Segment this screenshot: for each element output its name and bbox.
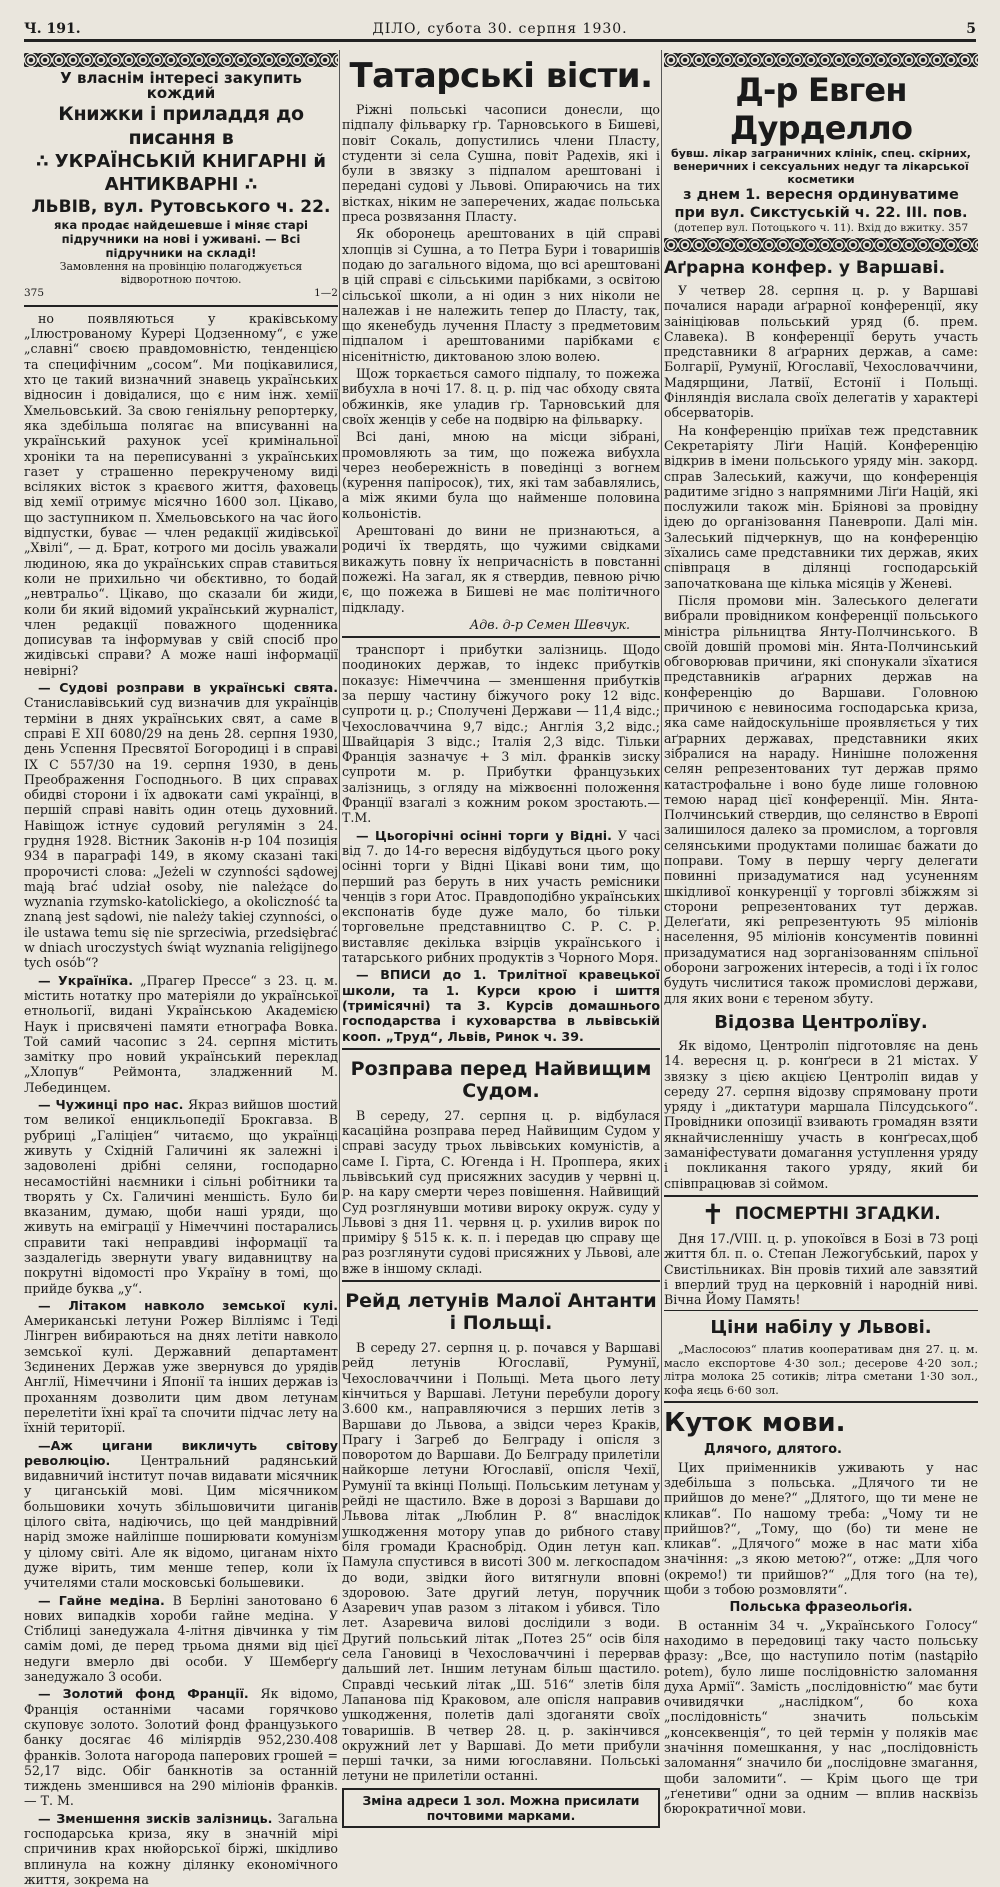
article-paragraph xyxy=(24,1811,338,1887)
doctor-date: з днем 1. вересня ординуватиме xyxy=(683,187,959,203)
article-paragraph: В останнім 34 ч. „Українського Голосу“ находимо в передовиці таку часто польську фразу: „Все, що наступило потім (nastąpiło potem), було лише послідовністю заломання духа Армії“. Замість „послідовністю“ має бути очивидячки „наслідком“, бо коха „послідовність“ значить польськім „консеквенція“, то цей термін у поляків має значіння помешкання, у нас „послідовність заломання“ значило би „послідовне змагання, щоби заломити“. — Крім цього ще три „ґенетиви“ одни за одним — вплив насквізь бюрократичної мови. xyxy=(664,1617,978,1817)
bookstore-ad xyxy=(24,71,338,301)
ad-number-left: 375 xyxy=(24,286,45,299)
ornament-border xyxy=(664,238,978,252)
ad-numbers xyxy=(24,286,338,301)
headline-tatar: Татарські вісти. xyxy=(349,56,653,96)
item-lead: — Цьогорічні осінні торги у Відні. xyxy=(356,827,612,843)
prices-text: „Маслосоюз“ платив кооперативам дня 27. ц. м. масло експортове 4·30 зол.; десерове 4·20 зол.; літра молока 25 сотиків; літра сметани 1·30 зол., кофа яєць 6·60 зол. xyxy=(664,1343,978,1397)
item-text: Станиславівський суд визначив для українців терміни в днях українських свят, а саме в справі Е XII 6080/29 на день 28. серпня 1930, день Успення Пресвятої Богородиці і в справі ІХ С 557/30 на 19. серпня 1930, в день Преображення Господнього. В цих справах обидві сторони і їх адвокати самі українці, в першій справі навіть один отець духовний. Навіщож істнує судовий регулямін з 24. грудня 1928. Вістник Законів н-р 104 позиція 934 в параграфі 149, в якому сказані такі пророчисті слова: „Jeżeli w czynności sądowej mają brać udział osoby, nie należące do wyznania rzymsko-katolickiego, a okoliczność ta znaną jest sądowi, nie należy takiej czynności, o ile ustawa temu się nie sprzeciwia, przedsiębrać w dniach uroczystych świąt wyznania religijnego tych osób“? xyxy=(24,695,338,971)
item-lead: — Чужинці про нас. xyxy=(38,1097,184,1113)
headline-supreme-court: Розправа перед Найвищим Судом. xyxy=(350,1057,652,1102)
item-lead: — Золотий фонд Франції. xyxy=(38,1686,249,1702)
item-text: У часі від 7. до 14-го вересня відбудуться цього року осінні торги у Відні Цікаві вони тим, що перший раз беруть в них участь ремісники ченців з гори Атос. Правдоподібно українських експонатів буде дуже мало, бо тільки торговельне представництво С. Р. С. Р. виставляє декілька взірців українського і татарського рибних продуктів з Чорного Моря. xyxy=(342,827,660,966)
divider xyxy=(664,1195,978,1197)
doctor-ad xyxy=(664,71,978,235)
item-lead: — Гайне медіна. xyxy=(38,1592,165,1608)
headline-language-corner: Куток мови. xyxy=(664,1408,846,1439)
ad-note: Замовлення на провінцію полагоджується відворотною почтою. xyxy=(59,259,303,286)
item-text: В Берліні занотовано 6 нових випадків хороби гайне медіна. У Стіблиці занедужала 4-літня дівчинка у тім самім домі, де перед трьома днями від цієї недуги вмерло дві особи. У Шемберґу занедужало 3 особи. xyxy=(24,1592,338,1685)
obituary-title: ПОСМЕРТНІ ЗГАДКИ. xyxy=(734,1204,941,1225)
item-lead-full: — ВПИСИ до 1. Трилітної кравецької школи, та 1. Курси крою і шиття (тримісячні) та 3. Курсів домашнього господарства і куховарства в львівській кооп. „Труд“, Львів, Ринок ч. 39. xyxy=(342,967,660,1044)
subheading: Польська фразеольоґія. xyxy=(729,1600,913,1616)
article-paragraph xyxy=(24,680,338,971)
cross-icon: ✝ xyxy=(701,1197,725,1231)
article-paragraph: Цих приіменників уживають у нас здебільша з польська. „Длячого ти не прийшов до мене?“ „Длятого, що ти мене не кликав“. По нашому треба: „Чому ти не прийшов?“, „Тому, що (бо) ти мене не кликав“. „Длячого“ може в нас мати хіба значіння: „з якою метою?“, отже: „Для чого (окремо!) ти прийшов?“ „Для того (на те), щоби з тобою розмовляти“. xyxy=(664,1459,978,1598)
item-text: Американські летуни Рожер Вілліямс і Теді Лінгрен вибираються на днях летіти навколо земської кулі. Державний департамент Зєдинених Держав уже звернувся до урядів Англії, Німеччини і Японії та інших держав із проханням дозволити цим двом летунам перелетіти їхні краї та спочити підчас лету на їхній території. xyxy=(24,1313,338,1436)
article-paragraph: На конференцію приїхав теж представник Секретаріяту Ліґи Націй. Конференцію відкрив в імени польського уряду мін. закорд. справ Залеський, кажучи, що конференція радитиме згідно з напрямними Ліґи Націй, які послужили також мін. Бріянові за провідну ідею до організовання Паневропи. Далі мін. Залеський підчеркнув, що на конференцію зїхались саме представники тих держав, яких співпраця в ділянці господарській започаткована ще кілька місяців у Женеві. xyxy=(664,422,978,591)
article-paragraph xyxy=(24,1438,338,1591)
doctor-address: при вул. Сикстуській ч. 22. III. пов. xyxy=(674,205,968,221)
article-paragraph: транспорт і прибутки залізниць. Щодо поодиноких держав, то індекс прибутків показує: Німеччина — зменшення прибутків за першу частину біжучого року 12 відс. супроти ц. р.; Сполучені Держави — 11,4 відс.; Чехословаччина 9,7 відс.; Англія 3,2 відс.; Швайцарія 3 відс.; Італія 2,3 відс. Тільки Франція зазначує + 3 міл. франків зиску супроти м. р. Прибутки французьких залізниць, з огляду на міжвоєнні положення Франції взагалі з кожним роком зростають.—Т.М. xyxy=(342,642,660,826)
ad-headline: Книжки і приладдя до писання в xyxy=(58,102,304,149)
article-paragraph xyxy=(24,1298,338,1436)
article-paragraph: В середу, 27. серпня ц. р. відбулася касаційна розправа перед Найвищим Судом у справі засуду трьох львівських комуністів, а саме І. Гірта, С. Югенда і Н. Проппера, яких львівський суд присяжних засудив у червні ц. р. на кару смерти через повішення. Найвищий Суд розглянувши мотиви вироку окруж. суду у Львові з дня 11. червня ц. р. ухилив вирок по приміру § 515 к. к. п. і передав цю справу ще раз розглянути судові присяжних у Львові, але вже в іншому складі. xyxy=(342,1107,660,1276)
article-paragraph: Як оборонець арештованих в цій справі хлопців зі Сушна, а то Петра Бури і товаришів подаю до загального відома, що всі арештовані в цій справі є сільськими парібками, з освітою сільської школи, а ні один з них ніколи не належав і не належить тепер до Пласту, так, що якенебудь лучення Пласту з предметовим підпалом і арештованими парібками є нісенітністю, диктованою злою волею. xyxy=(342,226,660,364)
ad-number-right: 1—2 xyxy=(314,286,338,299)
article-paragraph: Щож торкається самого підпалу, то пожежа вибухла в ночі 17. 8. ц. р. під час обходу свята обжинків, яке уладив ґр. Тарновський для своїх женців у себе на подвірю на фільварку. xyxy=(342,366,660,427)
doctor-name: Д-р Евген Дурделло xyxy=(729,71,913,147)
article-paragraph: В середу 27. серпня ц. р. почався у Варшаві рейд летунів Югославії, Румунії, Чехословаччини і Польщі. Мета цього лету кінчиться у Варшаві. Летуни перебули дорогу 3.600 км., направляючися з перших летів з Варшави до Львова, а звідси через Краків, Прагу і Загреб до Белграду і опісля з поворотом до Варшави. До Белграду прилетіли найкорше летуни Югославії, опісля Чехії, Румунії та вкінці Польщі. Польським летунам у рейді не щастило. Вже в дорозі з Варшави до Львова літак „Люблин Р. 8“ внаслідок ушкодження мотору упав до рибного ставу біля громади Краснобрід. Один летун кап. Памула спустився в висоті 300 м. легкоспадом до води, звідки його витягнули вповні здоровою. Зате другий летун, поручник Азаревич упав разом з літаком і убився. Тіло лет. Азаревича вилові дослідили з води. Другий польський літак „Потез 25“ осів біля села Гановиці в Чехословаччині і перервав дальший лет. Іншим летунам більш щастило. Справді чеський літак „Ш. 516“ злетів біля Лапанова під Краковом, але опісля направив ушкодження, полетів далі здоганяти своїх товаришів. В четвер 28. ц. р. закінчився окружний лет у Варшаві. До мети прибули перші тачки, за ними югославяни. Польські летуни не прилетіли останні. xyxy=(342,1340,660,1784)
subheading: Длячого, длятого. xyxy=(704,1442,842,1458)
divider xyxy=(342,1048,660,1050)
newspaper-title-date: ДІЛО, субота 30. серпня 1930. xyxy=(372,20,628,37)
divider xyxy=(24,305,338,307)
item-lead: — Судові розправи в українські свята. xyxy=(38,680,338,696)
column-divider xyxy=(339,50,340,1540)
article-paragraph: но появляються у краківському „Ілюстрованому Курері Цодзенному“, є уже „славні“ своєю правдомовністю, тенденцією та специфічним „сосом“. Ми поцікавилися, хто це такий визначний знавець українських відносин і довідалися, що є ним інж. хемії Хмельовський. За свою геніяльну репортерку, яка здебільша полягає на вписуванні на український рахунок усеї кримінальної хроніки та на переписуванні з українських газет у страшенно перекрученому виді всіляких вісток з краєвого життя, фаховець від хемії отримує місячно 1600 зол. Цікаво, що заступником п. Хмельовського на час його відпустки, буває — член редакції жидівської „Хвілі“, — д. Брат, котрого ми досіль уважали людиною, яка до українських справ ставиться коли не прихильно чи обєктивно, то бодай „невтральо“. Цікаво, що сказали би жиди, коли би який відомий український журналіст, член редакції поважного щоденника дописував та інформував у свій спосіб про жидівські справи? А може наші інформації невірні? xyxy=(24,310,338,678)
obituary-text: Дня 17./VIII. ц. р. упокоївся в Бозі в 73 році життя бл. п. о. Степан Лежогубський, парох у Свистільниках. Він провів тихий але завзятий і вперлий труд на церковній і народній ниві. Вічна Йому Память! xyxy=(664,1230,978,1308)
ad-text: яка продає найдешевше і міняє старі підручники на нові і уживані. — Всі підручники на складі! xyxy=(54,217,308,260)
article-paragraph: Арештовані до вини не признаються, а родичі їх твердять, що чужими свідками викажуть повну їх непричасність в повстанні пожежі. На загал, як я ствердив, певною річю є, що пожежа в Бишеві не має політичного підкладу. xyxy=(342,523,660,615)
doctor-note-text: (дотепер вул. Потоцького ч. 11). Вхід до вжитку. xyxy=(673,222,945,234)
item-lead: —Аж цигани викличуть світову революцію. xyxy=(24,1437,338,1468)
item-text: Як відомо, Франція останніми часами горячково скуповує золото. Золотий фонд французького банку досягає 46 міліярдів 952,230.408 франків. Золота нагорода паперових грошей = 52,17 відс. Обіг банкнотів за останній тиждень зменшився на 290 міліонів франків. — Т. М. xyxy=(24,1686,338,1809)
item-text: Центральний радянський видавничий інститут почав видавати місячник у циганській мові. Цим місячником большовики хочуть збільшовичити циганів цілого світа, надіючись, що цей мандрівний нарід зможе найліпше поширювати комунізм у цілому світі. Але як відомо, циганам ніхто дуже вірить, тим менше тепер, коли їх учителями стали московські большевики. xyxy=(24,1452,338,1591)
ad-line: У власнім інтересі закупить кождий xyxy=(60,69,302,103)
obituary-header xyxy=(664,1197,978,1231)
article-signature: Адв. д-р Семен Шевчук. xyxy=(469,616,630,632)
item-lead: — Українїка. xyxy=(38,972,133,988)
ornament-border xyxy=(664,53,978,67)
article-paragraph xyxy=(24,1593,338,1685)
doctor-ad-number: 357 xyxy=(948,222,969,234)
article-paragraph xyxy=(24,1686,338,1808)
item-text: „Прагер Прессе“ з 23. ц. м. містить нотатку про матеріяли до української етнольогії, видані Українською Академією Наук і присвячені памяти етнографа Вовка. Той самий часопис з 24. серпня містить замітку про новий український переклад „Хлопув“ Реймонта, зладженний М. Лебединцем. xyxy=(24,972,338,1095)
article-paragraph: У четвер 28. серпня ц. р. у Варшаві почалися наради аґрарної конференції, яку заініціював польський уряд (б. прем. Славека). В конференції беруть участь представники 8 аґрарних держав, а саме: Болгарії, Румунії, Югославії, Чехословаччини, Мадярщини, Латвії, Естонії і Польщі. Фінляндія вислала своїх делегатів у характері обсерваторів. xyxy=(664,283,978,421)
ornament-border xyxy=(24,53,338,67)
ad-address: ЛЬВІВ, вул. Рутовського ч. 22. xyxy=(31,196,331,217)
doctor-specialty: бувш. лікар заграничних клінік, спец. скірних, венеричних і сексуальних недуг та лікарської косметики xyxy=(671,147,971,186)
divider xyxy=(664,1310,978,1311)
column-3 xyxy=(664,50,978,1817)
article-paragraph xyxy=(24,1097,338,1296)
headline-centrolev: Відозва Центролїву. xyxy=(714,1011,928,1033)
address-change-notice: Зміна адреси 1 зол. Можна присилати почтовими марками. xyxy=(342,1788,660,1828)
masthead xyxy=(24,18,976,42)
article-paragraph xyxy=(24,973,338,1095)
item-text: Загальна господарська криза, яку в значній мірі спричинив крах нюйорської біржі, шкідливо вплинула на кожну ділянку економічного життя, зокрема на xyxy=(24,1810,338,1887)
doctor-note xyxy=(664,222,978,235)
item-lead: — Зменшення зисків залізниць. xyxy=(38,1810,273,1826)
divider xyxy=(664,1401,978,1403)
headline-dairy-prices: Ціни набілу у Львові. xyxy=(710,1317,932,1339)
headline-air-raid: Рейд летунів Малої Антанти і Польщі. xyxy=(345,1290,657,1335)
column-2 xyxy=(342,50,660,1823)
ad-store-name: ∴ УКРАЇНСЬКІЙ КНИГАРНІ й АНТИКВАРНІ ∴ xyxy=(35,150,326,195)
page-number: 5 xyxy=(966,20,976,37)
article-paragraph: Ріжні польські часописи донесли, що підпалу фільварку ґр. Тарновського в Бишеві, повіт Сокаль, допустились члени Пласту, студенти зі села Сушна, повіт Радехів, які і були в звязку з підпалом арештовані і передані судові у Львові. Опираючись на тих вістках, ніким не заперечених, жадає польська преса розвязання Пласту. xyxy=(342,102,660,225)
issue-number: Ч. 191. xyxy=(24,20,81,37)
divider xyxy=(342,1280,660,1282)
article-paragraph: Після промови мін. Залеського делегати вибрали провідником конференції польського міністра рільництва Янту-Полчинського. В своїй довшій промові мін. Янта-Полчинський обговорював причини, які спонукали зїхатися представників аґрарних держав на конференцію до Варшави. Головною причиною є невиносима господарська криза, яка саме найдоскульніше проявляється у тих аґрарних державах, представники яких зібралися на нараду. Нинішне положення селян репрезентованих тут держав прямо катастрофальне і воно буде лише головною темою нарад цієї конференції. Мін. Янта-Полчинський ствердив, що селянство в Европі залишилося далеко за промислом, а торговля селянськими продуктами полишає бажати до поправи. Тому в першу чергу делегати повинні призадуматися над усуненням шкідливої конкуренції у торговлі збіжжям зі сторони репрезентованих тут держав. Делеґати, які репрезентують 95 міліонів населення, 95 міліонів консументів повинні призадуматися над зорганізованням спільної оборони загрожених інтересів, а тоді і їх голос будуть числитися також промислові держави, для яких вони є тереном збуту. xyxy=(664,592,978,1006)
item-lead: — Літаком навколо земської кулі. xyxy=(38,1297,338,1313)
column-divider xyxy=(661,50,662,1540)
headline-agrarian-conference: Аґрарна конфер. у Варшаві. xyxy=(664,258,946,278)
article-paragraph: Як відомо, Центроліп підготовляє на день 14. вересня ц. р. конґреси в 21 містах. У звязку з цією акцією Центроліп видав у середу 27. серпня відозву спрямовану проти уряду і „диктатури маршала Пілсудського“. Провідники опозиції взивають громадян взяти якнайчисленнішу участь в конґресах,щоб заманіфестувати домагання уступлення уряду і покликання такого уряду, який би співпрацював зі соймом. xyxy=(664,1037,978,1191)
item-text: Якраз вийшов шостий том великої енцикльопедії Брокгавза. В рубриці „Галіціен“ читаємо, що українці живуть у Східній Галичині як залежні і задоволені дрібні селяни, господарно несамостійні наємники і сільні робітники та творять у Сх. Галичині меншість. Було би вказаним, думаю, щоби наші уряди, що живуть на еміграції у Німеччині постарались справити такі неправдиві інформації та заздалегідь звернути увагу видавництву на покрутні відомості про Україну в томі, що прийде буква „у“. xyxy=(24,1097,338,1296)
article-paragraph xyxy=(342,967,660,1043)
divider xyxy=(342,636,660,638)
article-paragraph: Всі дані, мною на місци зібрані, промовляють за тим, що пожежа вибухла через необережність в поведінці з вогнем (курення папіросок), тих, які там забавлялись, а між якими була що найменше половина кольоністів. xyxy=(342,429,660,521)
article-paragraph xyxy=(342,828,660,966)
column-1 xyxy=(24,50,338,1887)
